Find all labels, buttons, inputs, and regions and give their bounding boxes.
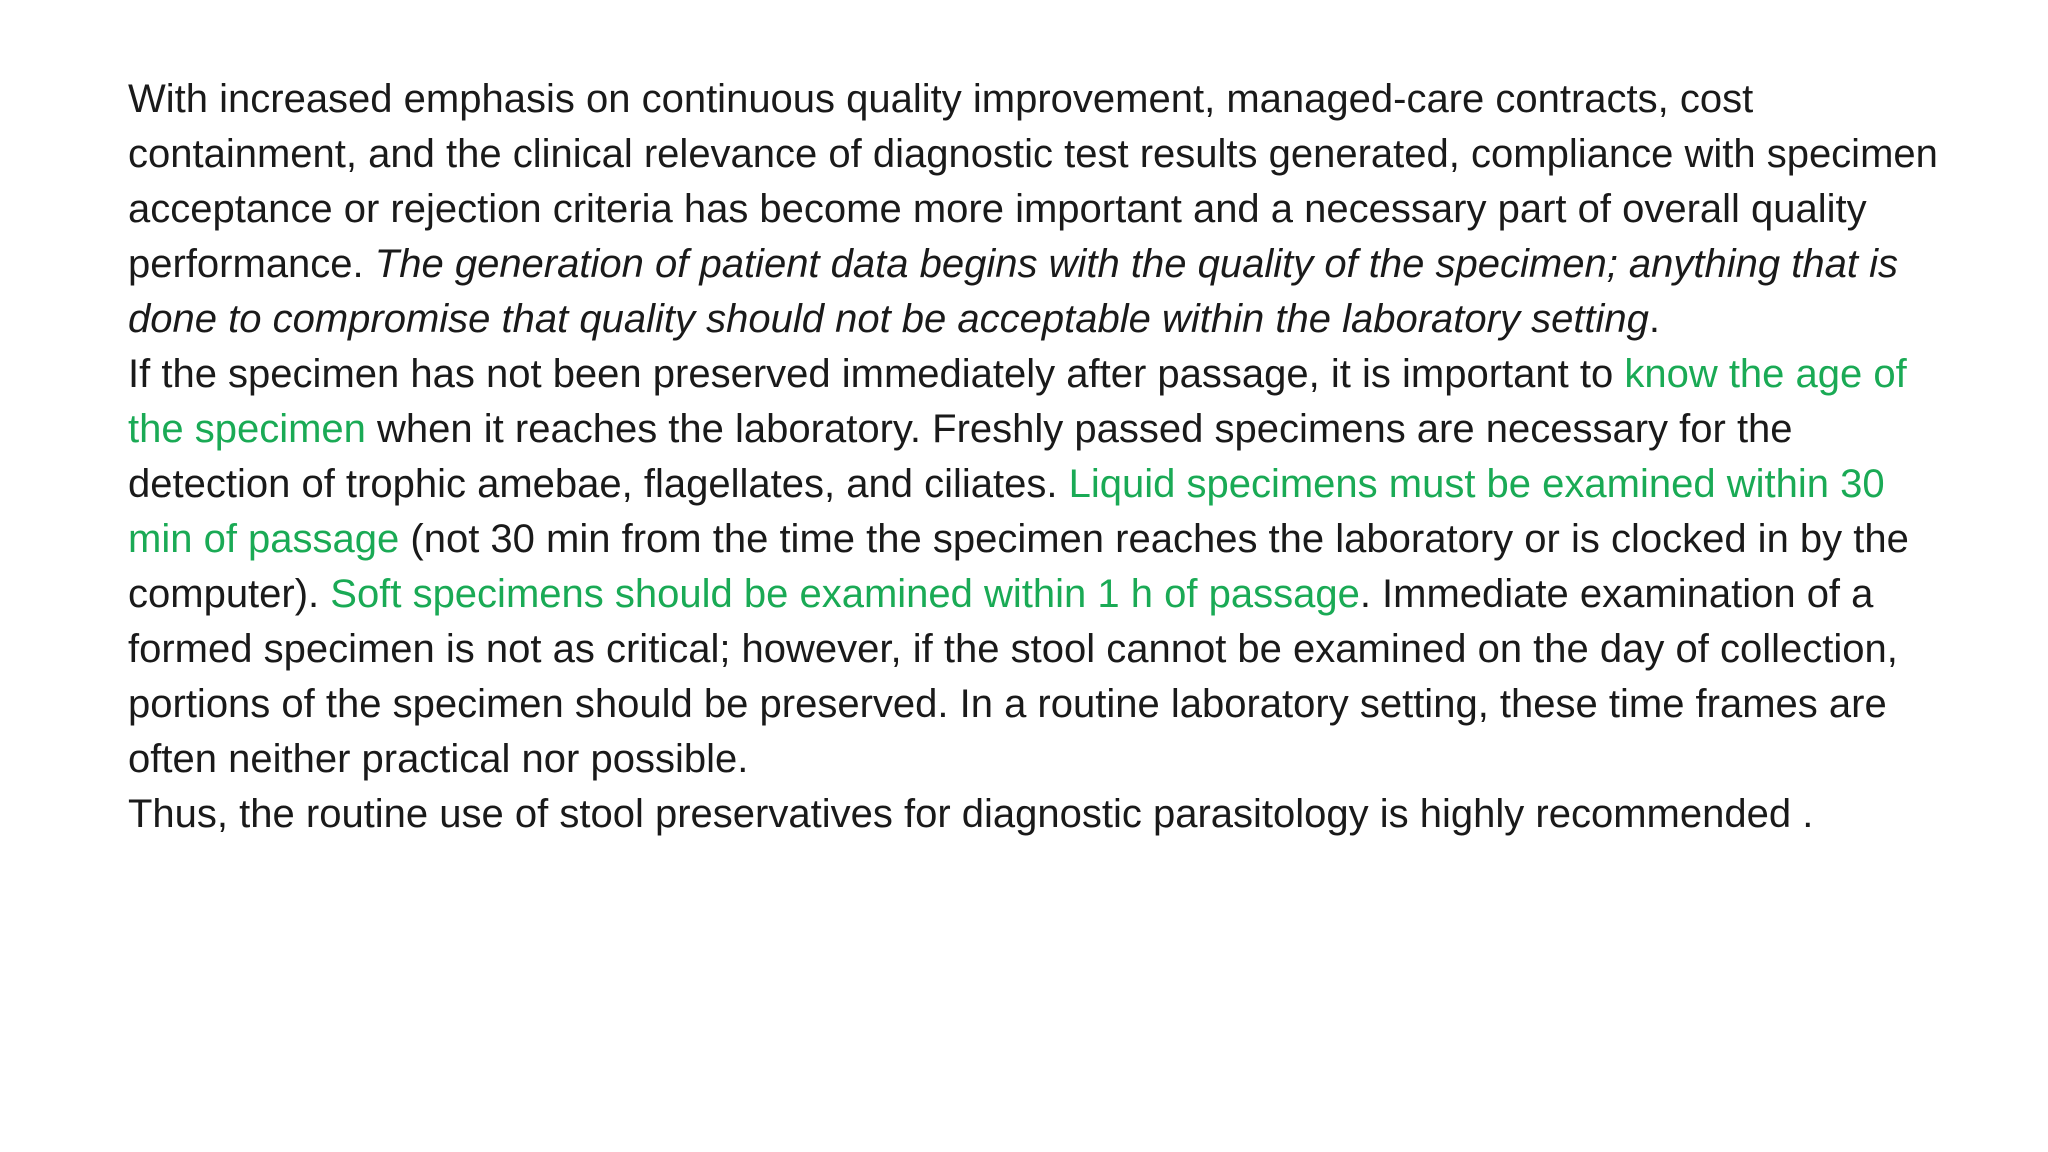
paragraph-recommendation (128, 787, 1958, 842)
paragraph-recommendation-text: Thus, the routine use of stool preservatives for diagnostic parasitology is highly recommended . (128, 792, 1814, 836)
slide-text-body (128, 72, 1958, 842)
paragraph-specimen-age (128, 347, 1958, 787)
paragraph-quality-italic-emphasis: The generation of patient data begins with the quality of the specimen; anything that is done to compromise that quality should not be acceptable within the laboratory setting (128, 242, 1898, 341)
highlight-liquid-specimens: Liquid specimens must be examined within 30 min of passage (128, 462, 1885, 561)
paragraph-specimen-age-text-4: . Immediate examination of a formed specimen is not as critical; however, if the stool cannot be examined on the day of collection, portions of the specimen should be preserved. In a routine laboratory setting, these time frames are often neither practical nor possible. (128, 572, 1898, 781)
highlight-soft-specimens: Soft specimens should be examined within 1 h of passage (330, 572, 1360, 616)
paragraph-specimen-age-text-2: when it reaches the laboratory. Freshly passed specimens are necessary for the detection of trophic amebae, flagellates, and ciliates. (128, 407, 1793, 506)
paragraph-specimen-age-text-1: If the specimen has not been preserved immediately after passage, it is important to (128, 352, 1625, 396)
paragraph-quality (128, 72, 1958, 347)
highlight-know-age: know the age of the specimen (128, 352, 1907, 451)
paragraph-specimen-age-text-3: (not 30 min from the time the specimen reaches the laboratory or is clocked in by the computer). (128, 517, 1909, 616)
paragraph-quality-text: With increased emphasis on continuous quality improvement, managed-care contracts, cost containment, and the clinical relevance of diagnostic test results generated, compliance with specimen acceptance or rejection criteria has become more important and a necessary part of overall quality performance. (128, 77, 1938, 286)
paragraph-quality-period: . (1648, 297, 1661, 341)
